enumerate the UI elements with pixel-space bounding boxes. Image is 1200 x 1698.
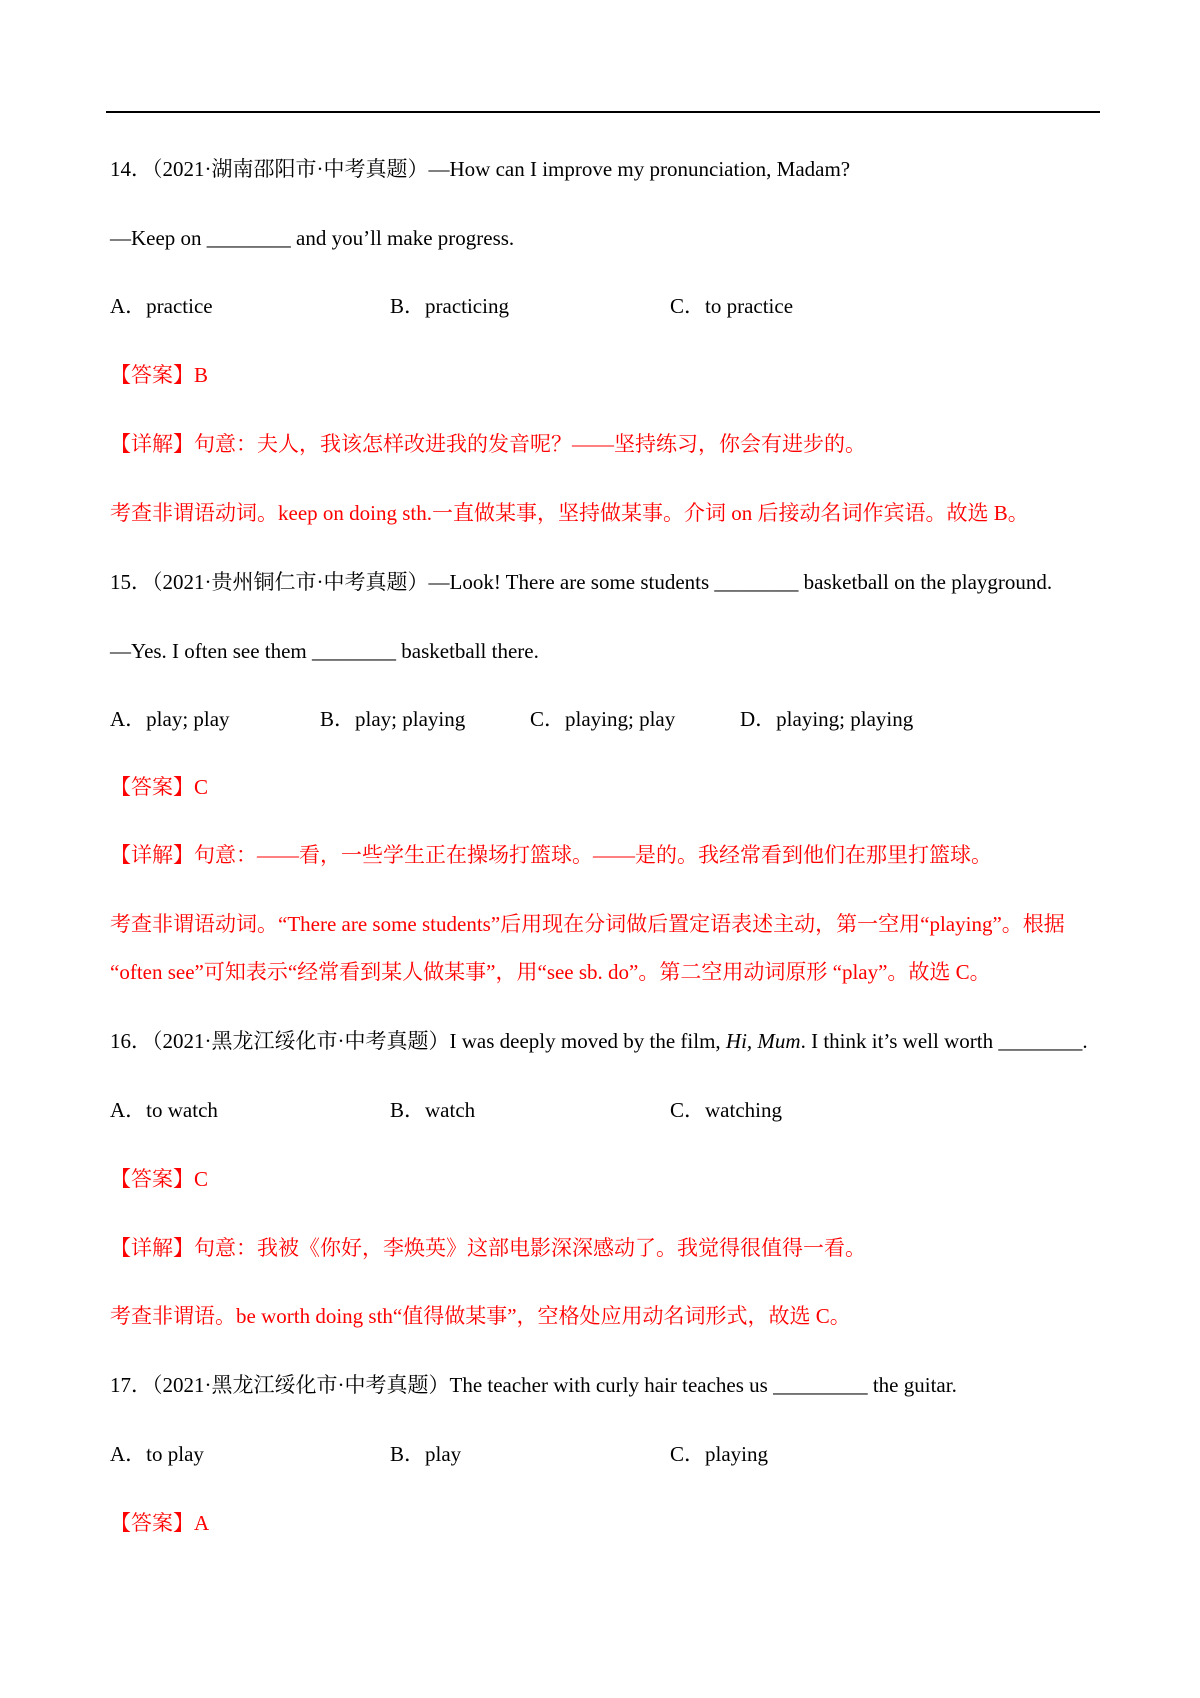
q14-detail-explanation: 考查非谓语动词。keep on doing sth.一直做某事，坚持做某事。介词 on 后接动名词作宾语。故选 B。 [110, 501, 1029, 525]
q14-option-c: C．to practice [670, 294, 794, 318]
q16-stem-end: . I think it’s well worth ________. [800, 1029, 1088, 1053]
q16-option-c: C．watching [670, 1098, 782, 1122]
q17-option-a: A．to play [110, 1442, 204, 1466]
header-rule [106, 111, 1100, 113]
q15-stem: 15．（2021·贵州铜仁市·中考真题）—Look! There are some students ________ basketball on the playground. [110, 570, 1053, 594]
q15-option-a: A．play; play [110, 707, 230, 731]
q15-option-b: B．play; playing [320, 707, 466, 731]
q16-answer: 【答案】C [110, 1167, 209, 1191]
q16-stem-start: 16．（2021·黑龙江绥化市·中考真题）I was deeply moved by the film, [110, 1029, 726, 1053]
q17-stem: 17．（2021·黑龙江绥化市·中考真题）The teacher with curly hair teaches us _________ the guitar. [110, 1373, 957, 1397]
q16-option-a: A．to watch [110, 1098, 218, 1122]
q16-stem [110, 1026, 1088, 1056]
q16-detail-translation: 【详解】句意：我被《你好，李焕英》这部电影深深感动了。我觉得很值得一看。 [110, 1236, 866, 1260]
q16-detail-explanation: 考查非谓语。be worth doing sth“值得做某事”，空格处应用动名词形式，故选 C。 [110, 1304, 851, 1328]
q15-detail-translation: 【详解】句意：——看，一些学生正在操场打篮球。——是的。我经常看到他们在那里打篮球。 [110, 843, 992, 867]
q14-option-a: A．practice [110, 294, 213, 318]
q17-answer: 【答案】A [110, 1511, 210, 1535]
q14-option-b: B．practicing [390, 294, 509, 318]
q14-dialogue-line: —Keep on ________ and you’ll make progress. [110, 226, 515, 250]
q15-option-c: C．playing; play [530, 707, 676, 731]
q16-option-b: B．watch [390, 1098, 476, 1122]
q15-answer: 【答案】C [110, 775, 209, 799]
q14-detail-translation: 【详解】句意：夫人，我该怎样改进我的发音呢？——坚持练习，你会有进步的。 [110, 432, 866, 456]
q16-film-title: Hi, Mum [725, 1029, 801, 1053]
q15-dialogue-line: —Yes. I often see them ________ basketball there. [110, 639, 539, 663]
q14-stem: 14．（2021·湖南邵阳市·中考真题）—How can I improve my pronunciation, Madam? [110, 157, 851, 181]
q15-detail-explanation-2: “often see”可知表示“经常看到某人做某事”，用“see sb. do”。第二空用动词原形 “play”。故选 C。 [110, 960, 991, 984]
q15-option-d: D．playing; playing [740, 707, 914, 731]
q14-answer: 【答案】B [110, 363, 209, 387]
q17-option-b: B．play [390, 1442, 462, 1466]
q17-option-c: C．playing [670, 1442, 768, 1466]
q15-detail-explanation-1: 考查非谓语动词。“There are some students”后用现在分词做后置定语表述主动，第一空用“playing”。根据 [110, 912, 1065, 936]
